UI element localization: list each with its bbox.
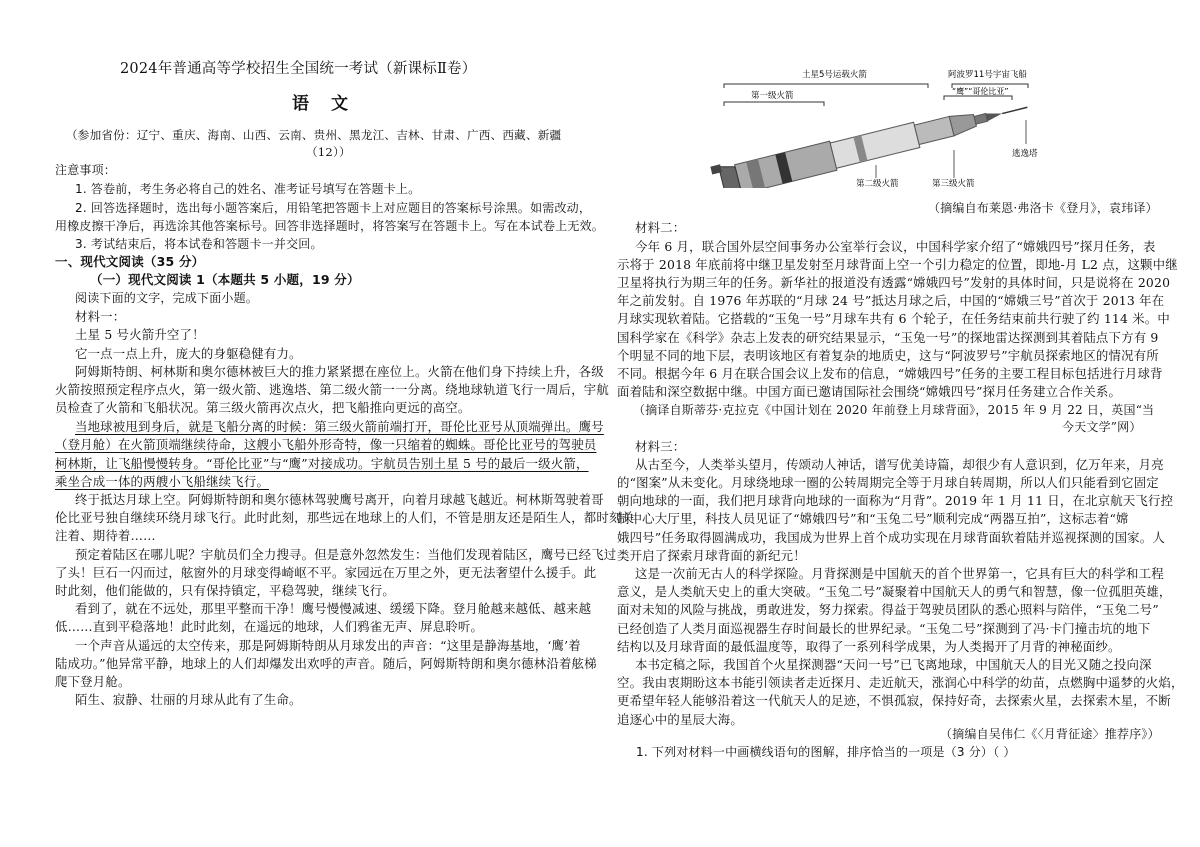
note-2b: 用橡皮擦干净后，再选涂其他答案标号。回答非选择题时，将答案写在答题卡上。写在本试卷上无效。 (55, 219, 605, 233)
m1-line: 陆成功。”他异常平静，地球上的人们却爆发出欢呼的声音。随后，阿姆斯特朗和奥尔德林沿着舷梯 (55, 656, 597, 671)
provinces-line2: （12）） (306, 145, 351, 159)
m2-line: 不同。根据今年 6 月在联合国会议上发布的信息，“嫦娥四号”任务的主要工程目标包括进行月球背 (617, 366, 1163, 381)
label-escape-tower: 逃逸塔 (1012, 149, 1038, 159)
rocket-diagram (706, 60, 1056, 188)
m1-line: 土星 5 号火箭升空了！ (75, 327, 205, 342)
m3-line: 制中心大厅里，科技人员见证了“嫦娥四号”和“玉兔二号”顺利完成“两器互拍”，这标志着“嫦 (617, 511, 1129, 526)
m2-line: 今年 6 月，联合国外层空间事务办公室举行会议，中国科学家介绍了“嫦娥四号”探月任务，表 (635, 239, 1156, 254)
m1-line: 了头！巨石一闪而过，舷窗外的月球变得崎岖不平。家园远在万里之外，更无法奢望什么援手。此 (55, 565, 597, 580)
m3-line: 更希望年轻人能够沿着这一代航天人的足迹，不惧孤寂，保持好奇，去探索火星，去探索木星，不断 (617, 693, 1171, 708)
m3-line: 本书定稿之际，我国首个火星探测器“天问一号”已飞离地球，中国航天人的目光又随之投向深 (635, 657, 1152, 672)
m1-line: 一个声音从遥远的太空传来，那是阿姆斯特朗从月球发出的声音：“这里是静海基地，‘鹰’着 (75, 638, 581, 653)
m3-line: 结构以及月球背面的最低温度等，取得了一系列科学成果，为人类揭开了月背的神秘面纱。 (617, 639, 1121, 654)
m3-line: 意义，是人类航天史上的重大突破。“玉兔二号”凝聚着中国航天人的勇气和智慧，像一位孤胆英雄， (617, 584, 1172, 599)
instruction: 阅读下面的文字，完成下面小题。 (75, 291, 259, 305)
m1-line: 爬下登月舱。 (55, 674, 131, 689)
m1-underlined-line: （登月舱）在火箭顶端继续待命，这艘小飞船外形奇特，像一只缩着的蜘蛛。哥伦比亚号的驾驶员 (55, 437, 597, 452)
m1-line: 阿姆斯特朗、柯林斯和奥尔德林被巨大的推力紧紧摁在座位上。火箭在他们身下持续上升，各级 (75, 364, 604, 379)
notes-heading: 注意事项： (55, 163, 117, 177)
m1-line: 看到了，就在不远处，那里平整而干净！鹰号慢慢减速、缓缓下降。登月舱越来越低、越来越 (75, 601, 592, 616)
question-1: 1. 下列对材料一中画横线语句的图解，排序恰当的一项是（3 分）（ ） (636, 745, 1016, 759)
m2-line: 面着陆和深空数据中继。中国方面已邀请国际社会围绕“嫦娥四号”探月任务建立合作关系。 (617, 384, 1122, 399)
m3-line: 面对未知的风险与挑战，勇敢进发，努力探索。得益于驾驶员团队的悉心照料与陪伴，“玉兔二号” (617, 602, 1159, 617)
material2-source: （摘译自斯蒂芬·克拉克《中国计划在 2020 年前登上月球背面》，2015 年 9 月 22 日，英国“当 (633, 403, 1155, 417)
m1-line: 低……直到平稳落地！此时此刻，在遥远的地球，人们鸦雀无声、屏息聆听。 (55, 619, 484, 634)
subsection-heading: （一）现代文阅读 1（本题共 5 小题，19 分） (90, 272, 360, 287)
note-1: 1. 答卷前，考生务必将自己的姓名、准考证号填写在答题卡上。 (75, 182, 421, 196)
label-apollo: 阿波罗11号宇宙飞船 (948, 70, 1027, 80)
diagram-source: （摘编自布莱恩·弗洛卡《登月》，袁玮译） (928, 201, 1158, 215)
label-saturn: 土星5号运载火箭 (802, 70, 867, 80)
material2-label: 材料二： (635, 220, 686, 235)
section-heading: 一、现代文阅读（35 分） (55, 254, 205, 269)
m2-line: 卫星将执行为期三年的任务。新华社的报道没有透露“嫦娥四号”发射的具体时间，只是说将在 2020 (617, 275, 1171, 290)
label-stage1: 第一级火箭 (751, 91, 794, 101)
m1-underlined-line: 当地球被甩到身后，就是飞船分离的时候：第三级火箭前端打开，哥伦比亚号从顶端弹出。鹰号 (75, 419, 604, 434)
material1-label: 材料一： (75, 309, 126, 324)
note-3: 3. 考试结束后，将本试卷和答题卡一并交回。 (75, 237, 323, 251)
m1-line: 它一点一点上升，庞大的身躯稳健有力。 (75, 346, 302, 361)
m3-line: 娥四号”任务取得圆满成功，我国成为世界上首个成功实现在月球背面软着陆并巡视探测的国家。人 (617, 530, 1165, 545)
label-eagle-columbia: “鹰”“哥伦比亚” (952, 87, 1009, 96)
m3-line: 从古至今，人类举头望月，传颂动人神话，谱写优美诗篇，却很少有人意识到，亿万年来，月亮 (635, 457, 1164, 472)
m2-line: 个明显不同的地下层，表明该地区有着复杂的地质史，这与“阿波罗号”宇航员探索地区的情况有所 (617, 348, 1159, 363)
m1-line: 预定着陆区在哪儿呢？宇航员们全力搜寻。但是意外忽然发生：当他们发现着陆区，鹰号已经飞过 (75, 547, 617, 562)
m3-line: 朝向地球的一面，我们把月球背向地球的一面称为“月背”。2019 年 1 月 11 日，在北京航天飞行控 (617, 493, 1174, 508)
material2-source-cont: 今天文学”网） (1062, 420, 1142, 434)
m1-line: 陌生、寂静、壮丽的月球从此有了生命。 (75, 692, 302, 707)
m1-line: 员检查了火箭和飞船状况。第三级火箭再次点火，把飞船推向更远的高空。 (55, 400, 471, 415)
m1-line: 伦比亚号独自继续环绕月球飞行。此时此刻，那些远在地球上的人们，不管是朋友还是陌生人，都时刻关 (55, 510, 635, 525)
label-stage2: 第二级火箭 (856, 179, 899, 188)
m2-line: 国科学家在《科学》杂志上发表的研究结果显示，“玉兔一号”的探地雷达探测到其着陆点下方有 9 (617, 330, 1159, 345)
m3-line: 已经创造了人类月面巡视器生存时间最长的世界纪录。“玉兔二号”探测到了冯·卡门撞击坑的地下 (617, 621, 1151, 636)
material3-source: （摘编自吴伟仁《〈月背征途〉推荐序》） (940, 727, 1160, 741)
provinces-line1: （参加省份：辽宁、重庆、海南、山西、云南、贵州、黑龙江、吉林、甘肃、广西、西藏、新疆 (66, 128, 562, 142)
subject-title: 语文 (292, 94, 370, 114)
m2-line: 月球实现软着陆。它搭载的“玉兔一号”月球车共有 6 个轮子，在任务结束前共行驶了约 114 米。中 (617, 311, 1170, 326)
m1-line: 终于抵达月球上空。阿姆斯特朗和奥尔德林驾驶鹰号离开，向着月球越飞越近。柯林斯驾驶着哥 (75, 492, 604, 507)
m1-line: 火箭按照预定程序点火，第一级火箭、逃逸塔、第二级火箭一一分离。绕地球轨道飞行一周后，宇航 (55, 382, 609, 397)
material3-label: 材料三： (635, 439, 686, 454)
m2-line: 年之前发射。自 1976 年苏联的“月球 24 号”抵达月球之后，中国的“嫦娥三号”首次于 2013 年在 (617, 293, 1165, 308)
note-2a: 2. 回答选择题时，选出每小题答案后，用铅笔把答题卡上对应题目的答案标号涂黑。如需改动， (75, 201, 592, 215)
m1-underlined-line: 乘坐合成一体的两艘小飞船继续飞行。 (55, 474, 270, 489)
exam-title: 2024年普通高等学校招生全国统一考试（新课标Ⅱ卷） (120, 61, 477, 77)
m3-line: 追逐心中的星辰大海。 (617, 712, 743, 727)
m3-line: 类开启了探索月球背面的新纪元！ (617, 548, 806, 563)
m1-line: 注着、期待着…… (55, 528, 156, 543)
m1-line: 时此刻，他们能做的，只有保持镇定，平稳驾驶，继续飞行。 (55, 583, 395, 598)
m1-underlined-line: 柯林斯，让飞船慢慢转身。“哥伦比亚”与“鹰”对接成功。宇航员告别土星 5 号的最后一级火箭， (55, 456, 589, 471)
m3-line: 空。我由衷期盼这本书能引领读者走近探月、走近航天，涨润心中科学的幼苗，点燃胸中遥梦的火焰， (617, 675, 1184, 690)
m2-line: 示将于 2018 年底前将中继卫星发射至月球背面上空一个引力稳定的位置，即地-月 L2 点，这颗中继 (617, 257, 1178, 272)
m3-line: 这是一次前无古人的科学探险。月背探测是中国航天的首个世界第一，它具有巨大的科学和工程 (635, 566, 1164, 581)
label-stage3: 第三级火箭 (932, 179, 975, 188)
m3-line: 的“图案”从未变化。月球绕地球一圈的公转周期完全等于月球自转周期，所以人们只能看到它固定 (617, 475, 1159, 490)
